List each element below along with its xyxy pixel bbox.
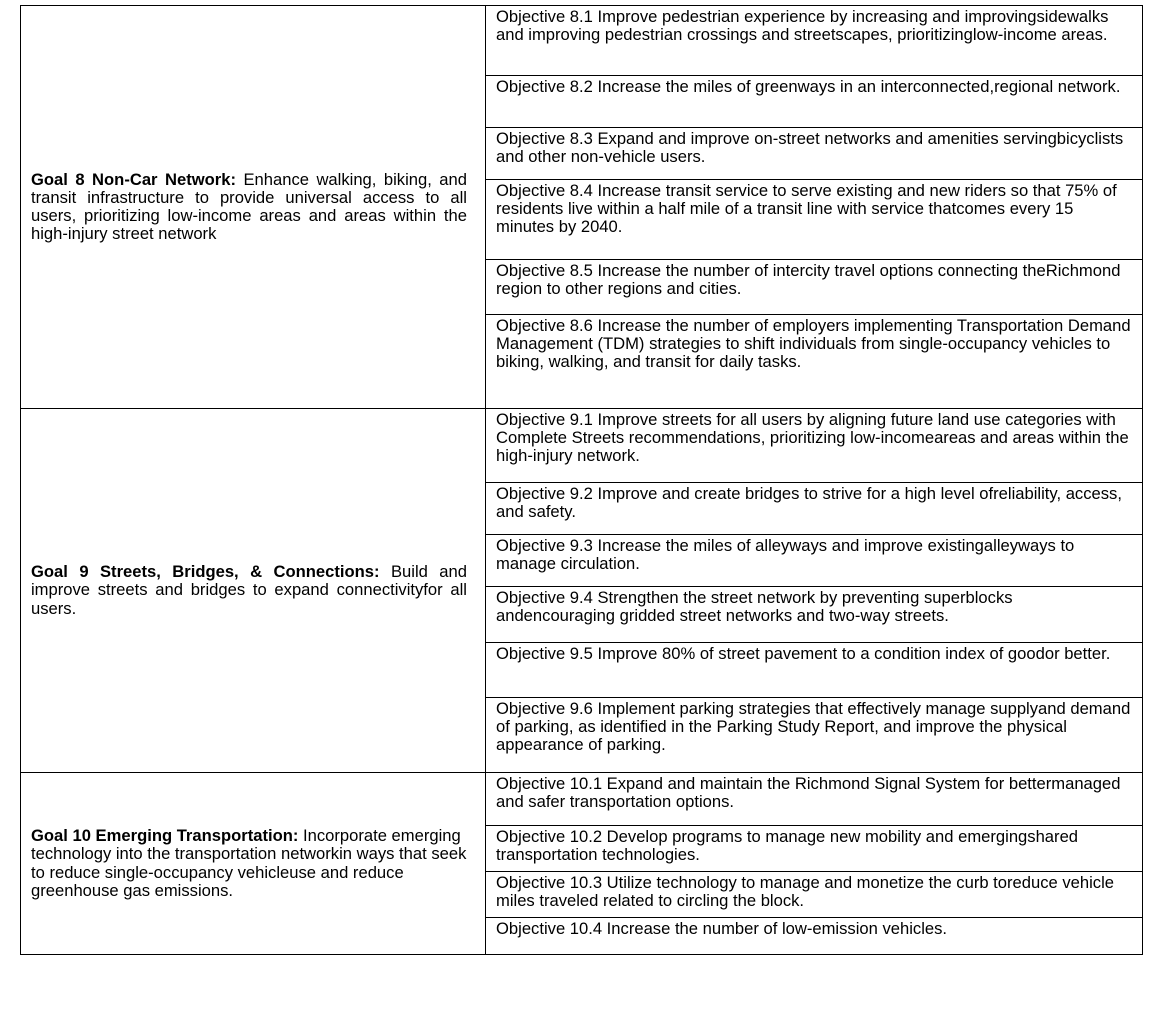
goal-8-cell <box>21 6 486 409</box>
goals-objectives-table <box>20 5 1143 955</box>
goal-8-title: Goal 8 Non-Car Network: <box>31 169 236 189</box>
goal-9-title: Goal 9 Streets, Bridges, & Connections: <box>31 562 380 582</box>
goal-10-row <box>21 773 1143 826</box>
objective-10-2: Objective 10.2 Develop programs to manage new mobility and emergingshared transportation technologies. <box>486 826 1143 872</box>
goal-8-description: Enhance walking, biking, and transit infrastructure to provide universal access to all users, prioritizing low-income areas and areas within the high-injury street network <box>31 169 467 244</box>
objective-9-3: Objective 9.3 Increase the miles of alleyways and improve existingalleyways to manage circulation. <box>486 535 1143 587</box>
goal-10-title: Goal 10 Emerging Transportation: <box>31 826 299 846</box>
objective-8-1: Objective 8.1 Improve pedestrian experience by increasing and improvingsidewalks and improving pedestrian crossings and streetscapes, prioritizinglow-income areas. <box>486 6 1143 76</box>
objective-9-6: Objective 9.6 Implement parking strategies that effectively manage supplyand demand of parking, as identified in the Parking Study Report, and improve the physical appearance of parking. <box>486 698 1143 773</box>
objective-8-6: Objective 8.6 Increase the number of employers implementing Transportation Demand Management (TDM) strategies to shift individuals from single-occupancy vehicles to biking, walking, and transit for daily tasks. <box>486 315 1143 409</box>
objective-9-5: Objective 9.5 Improve 80% of street pavement to a condition index of goodor better. <box>486 643 1143 698</box>
goal-8-row <box>21 6 1143 76</box>
objective-10-4: Objective 10.4 Increase the number of low-emission vehicles. <box>486 918 1143 955</box>
objective-10-1: Objective 10.1 Expand and maintain the Richmond Signal System for bettermanaged and safer transportation options. <box>486 773 1143 826</box>
goal-10-description: Incorporate emerging technology into the transportation networkin ways that seek to reduce single-occupancy vehicleuse and reduce greenhouse gas emissions. <box>31 826 467 900</box>
objective-8-3: Objective 8.3 Expand and improve on-street networks and amenities servingbicyclists and other non-vehicle users. <box>486 128 1143 180</box>
objective-9-2: Objective 9.2 Improve and create bridges to strive for a high level ofreliability, access, and safety. <box>486 483 1143 535</box>
objective-8-4: Objective 8.4 Increase transit service to serve existing and new riders so that 75% of residents live within a half mile of a transit line with service thatcomes every 15 minutes by 2040. <box>486 180 1143 260</box>
objective-9-1: Objective 9.1 Improve streets for all users by aligning future land use categories with Complete Streets recommendations, prioritizing low-incomeareas and areas within the high-injury network. <box>486 409 1143 483</box>
goal-9-cell <box>21 409 486 773</box>
goal-9-description: Build and improve streets and bridges to expand connectivityfor all users. <box>31 562 467 618</box>
goal-9-row <box>21 409 1143 483</box>
objective-10-3: Objective 10.3 Utilize technology to manage and monetize the curb toreduce vehicle miles traveled related to circling the block. <box>486 872 1143 918</box>
objective-9-4: Objective 9.4 Strengthen the street network by preventing superblocks andencouraging gridded street networks and two-way streets. <box>486 587 1143 643</box>
goal-10-cell <box>21 773 486 955</box>
objective-8-2: Objective 8.2 Increase the miles of greenways in an interconnected,regional network. <box>486 76 1143 128</box>
objective-8-5: Objective 8.5 Increase the number of intercity travel options connecting theRichmond region to other regions and cities. <box>486 260 1143 315</box>
